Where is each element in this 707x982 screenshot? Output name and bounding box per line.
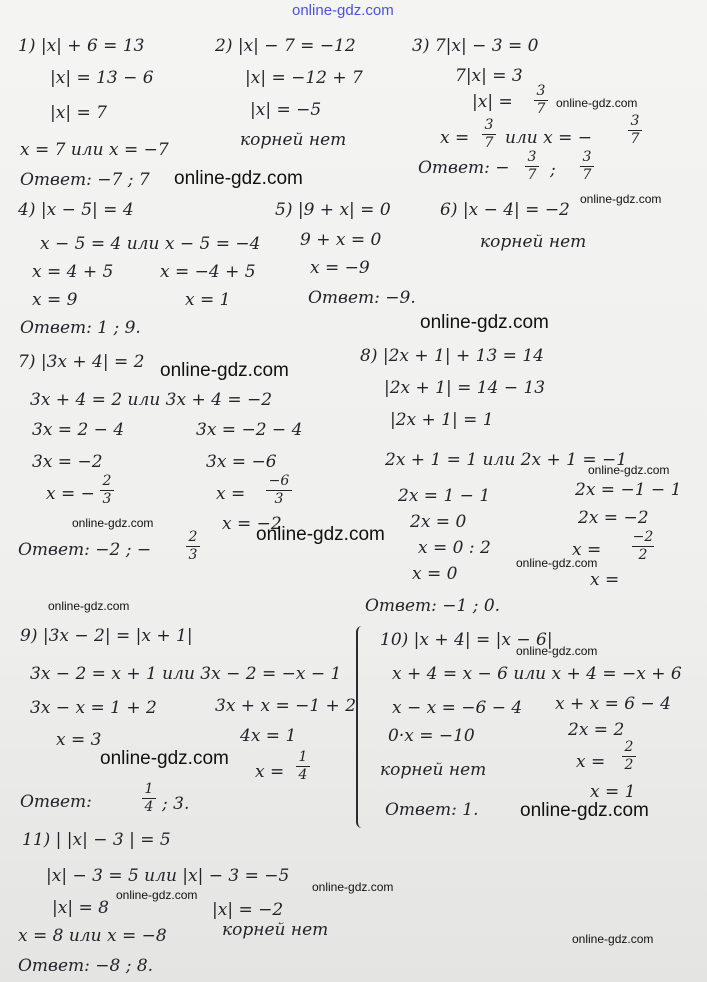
watermark: online-gdz.com: [116, 888, 198, 902]
p3-fraction-a: 3 7: [534, 84, 548, 117]
watermark: online-gdz.com: [174, 168, 303, 189]
p5-answer: Ответ: −9.: [308, 288, 416, 308]
p7-line3b: 3x = −2 − 4: [196, 420, 303, 440]
watermark: online-gdz.com: [420, 312, 549, 333]
p7-fraction-b: −6 3: [266, 474, 292, 507]
p9-line4a: x = 3: [56, 730, 102, 750]
p10-brace: [356, 626, 372, 828]
p3-fraction-d: 3 7: [525, 150, 539, 183]
p3-line2: 7|x| = 3: [455, 66, 523, 86]
p11-line4b: корней нет: [222, 920, 329, 940]
p4-line4b: x = 1: [185, 290, 231, 310]
p10-fraction: 2 2: [622, 740, 636, 773]
p10-line4a: 0·x = −10: [388, 726, 475, 746]
p11-line3a: |x| = 8: [52, 898, 109, 918]
p1-line3: |x| = 7: [50, 103, 107, 123]
watermark: online-gdz.com: [556, 96, 638, 110]
p8-line5a: 2x = 1 − 1: [398, 486, 491, 506]
p8-line7a: x = 0 : 2: [418, 538, 491, 558]
watermark: online-gdz.com: [100, 748, 229, 769]
p9-line4b: 4x = 1: [240, 726, 297, 746]
watermark: online-gdz.com: [516, 556, 598, 570]
p11-line3b: |x| = −2: [212, 900, 284, 920]
p9-answer: Ответ:: [20, 792, 92, 812]
p8-line1: 8) |2x + 1| + 13 = 14: [360, 346, 544, 366]
p7-line6: x = −2: [222, 514, 282, 534]
p9-fraction-a: 1 4: [296, 750, 310, 783]
p8-answer: Ответ: −1 ; 0.: [365, 596, 501, 616]
p10-line2: x + 4 = x − 6 или x + 4 = −x + 6: [392, 664, 682, 684]
p10-line4b: 2x = 2: [568, 720, 625, 740]
watermark: online-gdz.com: [572, 932, 654, 946]
p8-line2: |2x + 1| = 14 − 13: [384, 378, 546, 398]
p3-line4b: или x = −: [505, 128, 593, 148]
p4-line2: x − 5 = 4 или x − 5 = −4: [40, 234, 261, 254]
p3-fraction-b: 3 7: [482, 118, 496, 151]
p7-answer: Ответ: −2 ; −: [18, 540, 152, 560]
watermark: online-gdz.com: [72, 516, 154, 530]
p10-line5b: x =: [576, 752, 606, 772]
p10-line3a: x − x = −6 − 4: [392, 698, 523, 718]
p2-line3: |x| = −5: [250, 100, 322, 120]
p11-answer: Ответ: −8 ; 8.: [18, 956, 154, 976]
p3-answer: Ответ: −: [418, 158, 510, 178]
p3-line4a: x =: [440, 128, 470, 148]
p10-answer: Ответ: 1.: [385, 800, 479, 820]
p8-line6b: 2x = −2: [578, 508, 649, 528]
p9-fraction-b: 1 4: [142, 782, 156, 815]
p10-line3b: x + x = 6 − 4: [555, 694, 671, 714]
p8-line4: 2x + 1 = 1 или 2x + 1 = −1: [385, 450, 628, 470]
watermark-top: online-gdz.com: [292, 2, 394, 19]
p10-line1: 10) |x + 4| = |x − 6|: [380, 630, 553, 650]
p9-line1: 9) |3x − 2| = |x + 1|: [20, 626, 193, 646]
watermark: online-gdz.com: [48, 599, 130, 613]
p8-line6a: 2x = 0: [410, 512, 467, 532]
p1-answer: Ответ: −7 ; 7: [20, 170, 150, 190]
watermark: online-gdz.com: [588, 463, 670, 477]
watermark: online-gdz.com: [580, 192, 662, 206]
p1-line1: 1) |x| + 6 = 13: [18, 36, 145, 56]
p3-line3: |x| =: [472, 92, 513, 112]
p9-line3b: 3x + x = −1 + 2: [215, 696, 357, 716]
p3-answer-sep: ;: [550, 160, 556, 180]
p2-line1: 2) |x| − 7 = −12: [215, 36, 356, 56]
p10-line5a: корней нет: [380, 760, 487, 780]
p8-line8b: x =: [590, 570, 620, 590]
p8-fraction: −2 2: [632, 529, 654, 563]
p11-line2: |x| − 3 = 5 или |x| − 3 = −5: [46, 866, 290, 886]
p5-line3: x = −9: [310, 258, 370, 278]
p7-fraction-a: 2 3: [100, 474, 114, 507]
p6-line1: 6) |x − 4| = −2: [440, 200, 570, 220]
watermark: online-gdz.com: [160, 360, 289, 381]
p7-fraction-c: 2 3: [186, 530, 200, 563]
p4-line1: 4) |x − 5| = 4: [18, 200, 134, 220]
p11-line1: 11) | |x| − 3 | = 5: [22, 830, 171, 850]
p7-line2: 3x + 4 = 2 или 3x + 4 = −2: [30, 390, 273, 410]
p7-line1: 7) |3x + 4| = 2: [18, 352, 145, 372]
p7-line5b: x =: [216, 484, 246, 504]
p5-line1: 5) |9 + x| = 0: [275, 200, 391, 220]
p1-line2: |x| = 13 − 6: [50, 68, 154, 88]
p7-line4a: 3x = −2: [32, 452, 103, 472]
p9-answer-rest: ; 3.: [162, 794, 190, 814]
p9-line2: 3x − 2 = x + 1 или 3x − 2 = −x − 1: [30, 664, 342, 684]
p1-line4: x = 7 или x = −7: [20, 140, 169, 160]
p5-line2: 9 + x = 0: [300, 230, 382, 250]
p4-line3a: x = 4 + 5: [32, 262, 114, 282]
watermark: online-gdz.com: [256, 524, 385, 545]
p2-line4: корней нет: [240, 130, 347, 150]
p8-line8a: x = 0: [412, 564, 458, 584]
p6-line2: корней нет: [480, 232, 587, 252]
p8-line7b: x =: [572, 540, 602, 560]
watermark: online-gdz.com: [516, 644, 598, 658]
p8-line3: |2x + 1| = 1: [390, 410, 494, 430]
p7-line5a: x = −: [46, 484, 95, 504]
p11-line4a: x = 8 или x = −8: [18, 926, 167, 946]
p3-line1: 3) 7|x| − 3 = 0: [412, 36, 539, 56]
p9-line5: x =: [255, 762, 285, 782]
watermark: online-gdz.com: [520, 800, 649, 821]
p9-line3a: 3x − x = 1 + 2: [30, 698, 157, 718]
p8-line5b: 2x = −1 − 1: [575, 480, 682, 500]
p4-line3b: x = −4 + 5: [160, 262, 256, 282]
p7-line4b: 3x = −6: [206, 452, 277, 472]
p7-line3a: 3x = 2 − 4: [32, 420, 125, 440]
p4-line4a: x = 9: [32, 290, 78, 310]
p3-fraction-e: 3 7: [580, 150, 594, 183]
p3-fraction-c: 3 7: [628, 114, 642, 147]
p4-answer: Ответ: 1 ; 9.: [20, 318, 141, 338]
p10-line6: x = 1: [590, 782, 636, 802]
watermark: online-gdz.com: [312, 880, 394, 894]
p2-line2: |x| = −12 + 7: [245, 68, 363, 88]
